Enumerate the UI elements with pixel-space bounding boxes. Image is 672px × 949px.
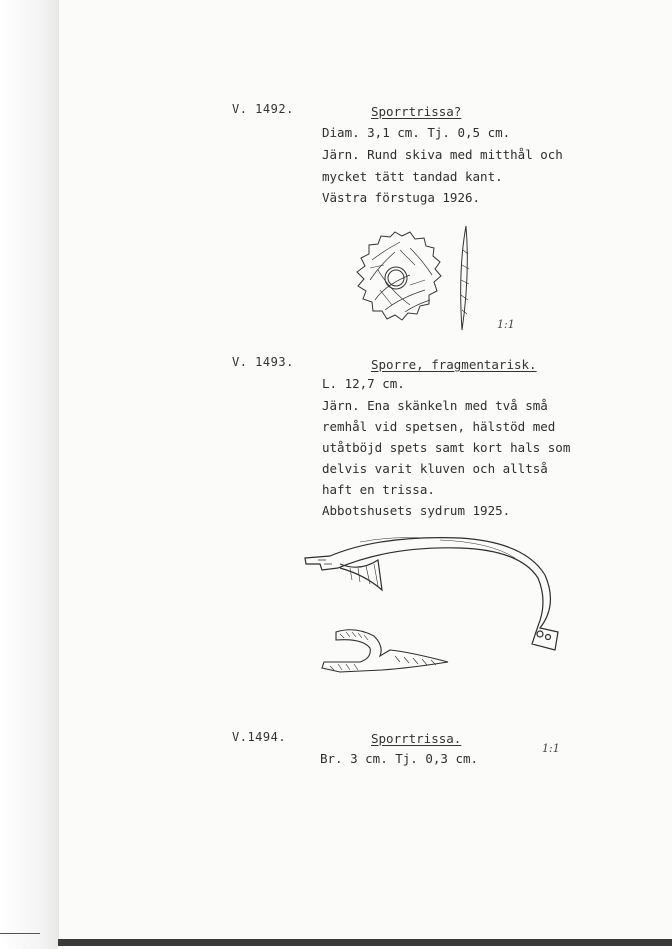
entry-text-line: Br. 3 cm. Tj. 0,3 cm. (320, 751, 479, 766)
entry-text-line: L. 12,7 cm. (322, 376, 405, 391)
rowel-drawing (340, 220, 480, 340)
entry-number: V.1494. (232, 730, 287, 744)
bottom-mark (0, 933, 40, 934)
entry-text-line: Abbotshusets sydrum 1925. (322, 503, 511, 518)
entry-text-line: delvis varit kluven och alltså (322, 461, 548, 476)
entry-text-line: Järn. Rund skiva med mitthål och (322, 147, 563, 162)
entry-number: V. 1493. (232, 355, 294, 369)
entry-text-line: remhål vid spetsen, hälstöd med (322, 419, 556, 434)
entry-text-line: Diam. 3,1 cm. Tj. 0,5 cm. (322, 125, 511, 140)
spur-drawing (300, 530, 570, 680)
bottom-binding-edge (58, 939, 672, 946)
entry-number: V. 1492. (232, 102, 294, 116)
entry-title: Sporrtrissa. (371, 731, 462, 746)
entry-title: Sporrtrissa? (371, 104, 462, 119)
scale-label: 1:1 (542, 742, 560, 755)
entry-text-line: haft en trissa. (322, 482, 435, 497)
entry-text-line: utåtböjd spets samt kort hals som (322, 440, 571, 455)
page-edge (0, 0, 58, 949)
entry-text-line: Västra förstuga 1926. (322, 190, 481, 205)
entry-text-line: Järn. Ena skänkeln med två små (322, 398, 548, 413)
scale-label: 1:1 (497, 318, 515, 331)
entry-title: Sporre, fragmentarisk. (371, 357, 537, 372)
entry-text-line: mycket tätt tandad kant. (322, 169, 503, 184)
